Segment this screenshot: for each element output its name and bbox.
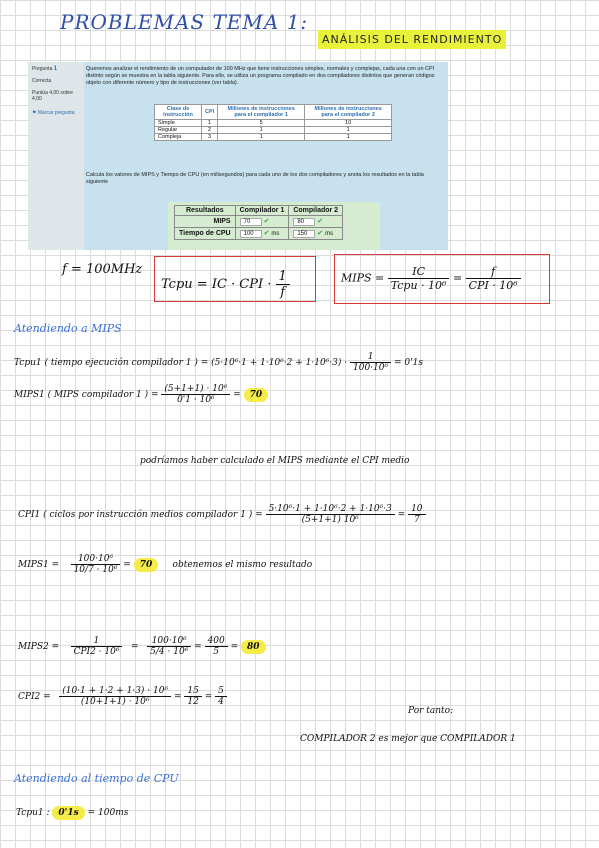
- table-header: Clase de instrucción: [155, 105, 202, 120]
- formula-text: IC · CPI ·: [211, 277, 272, 292]
- fraction-num: 5·10⁶·1 + 1·10⁶·2 + 1·10⁶·3: [266, 504, 395, 515]
- table-cell: 3: [202, 134, 218, 141]
- cpu-label: Tiempo de CPU: [175, 228, 236, 240]
- mips-row: [175, 216, 343, 228]
- results-header: Compilador 2: [289, 206, 343, 216]
- results-header: Compilador 1: [235, 206, 289, 216]
- fraction-den: 7: [413, 515, 420, 525]
- formula-text: MIPS =: [341, 271, 385, 285]
- cpu-c1-input[interactable]: 100: [240, 230, 262, 238]
- tcpu-formula-box: [154, 256, 316, 302]
- formula-text: MIPS1 =: [18, 560, 60, 570]
- fraction-num: f: [466, 265, 521, 279]
- fraction-den: Tcpu · 10⁶: [390, 279, 447, 292]
- highlighted-result: 80: [241, 640, 266, 654]
- formula-text: MIPS1 ( MIPS compilador 1 ) =: [14, 390, 159, 400]
- tcpu1-line: [14, 352, 423, 373]
- highlighted-result: 70: [134, 558, 159, 572]
- fraction-den: 5: [213, 647, 220, 657]
- table-cell: 10: [305, 120, 392, 127]
- mips-label: MIPS: [175, 216, 236, 228]
- instruction-table: [154, 104, 392, 141]
- note-cpi-medio: podríamos haber calculado el MIPS mediante el CPI medio: [140, 456, 410, 466]
- formula-text: Tcpu1 :: [16, 808, 50, 818]
- table-cell: 1: [305, 134, 392, 141]
- fraction-den: f: [280, 285, 286, 300]
- fraction-num: IC: [388, 265, 450, 279]
- table-header: Millones de instrucciones para el compilador 2: [305, 105, 392, 120]
- table-cell: 1: [218, 127, 305, 134]
- table-cell: Simple: [155, 120, 202, 127]
- table-header: Millones de instrucciones para el compilador 1: [218, 105, 305, 120]
- results-box: [168, 202, 380, 250]
- mips-c1-input[interactable]: 70: [240, 218, 262, 226]
- section-heading-cpu: Atendiendo al tiempo de CPU: [14, 772, 179, 785]
- formula-text: =: [452, 271, 463, 285]
- table-cell: 1: [305, 127, 392, 134]
- formula-result: = 0'1s: [393, 358, 423, 368]
- table-cell: Compleja: [155, 134, 202, 141]
- fraction-num: 1: [350, 352, 391, 363]
- table-header: CPI: [202, 105, 218, 120]
- cpi2-line: CPI2 = $\frac{\text{(10·1 + 1·2 + 1·3) · 10⁶}}{\text{(10+1+1) · 10⁶}}$ = $\frac{15}{12}$ = $\frac{5}{4}$: [18, 686, 227, 707]
- table-cell: Regular: [155, 127, 202, 134]
- question-score: Puntúa 4,00 sobre 4,00: [32, 90, 73, 102]
- fraction-den: CPI2 · 10⁶: [73, 647, 120, 657]
- table-cell: 5: [218, 120, 305, 127]
- cpi1-line: CPI1 ( ciclos por instrucción medios compilador 1 ) = $\frac{\text{5·10⁶·1 + 1·10⁶·2 + 1·10⁶·3}}{\text{(5+1+1) 10⁶}}$ = $\frac{10}{7}$: [18, 504, 426, 525]
- fraction-num: (5+1+1) · 10⁶: [161, 384, 230, 395]
- fraction-num: 15: [184, 686, 201, 697]
- cpu-c2-input[interactable]: 150: [293, 230, 315, 238]
- fraction-den: 4: [218, 697, 224, 707]
- task-statement: Calcula los valores de MIPS y Tiempo de CPU (en milisegundos) para cada uno de los dos compiladores y anota los resultados en la tabla siguiente: [86, 172, 424, 185]
- fraction-num: 100·10⁶: [147, 636, 191, 647]
- table-row: [155, 120, 392, 127]
- formula-text: Tcpu =: [161, 277, 208, 292]
- fraction-num: 400: [205, 636, 228, 647]
- formula-text: CPI1 ( ciclos por instrucción medios compilador 1 ) =: [18, 510, 263, 520]
- mips1b-line: MIPS1 = $\frac{\text{100·10⁶}}{\text{10/7 · 10⁶}}$ = 70 obtenemos el mismo resultado: [18, 554, 313, 575]
- fraction-den: (5+1+1) 10⁶: [301, 515, 359, 525]
- question-status: Correcta: [32, 78, 52, 84]
- question-sidebar: [28, 62, 84, 250]
- flag-label: Marcar pregunta: [37, 110, 75, 116]
- fraction-num: 1: [71, 636, 123, 647]
- cpu-row: [175, 228, 343, 240]
- fraction-den: (10+1+1) · 10⁶: [80, 697, 150, 707]
- fraction-num: 100·10⁶: [71, 554, 121, 565]
- question-label: Pregunta: [32, 66, 53, 72]
- section-heading-mips: Atendiendo a MIPS: [14, 322, 122, 335]
- mips1-line: MIPS1 ( MIPS compilador 1 ) = $\frac{\text{(5+1+1) · 10⁶}}{\text{0'1 · 10⁶}}$ = 70: [14, 384, 268, 405]
- check-icon: ✔: [263, 218, 270, 225]
- unit-label: ms: [325, 231, 334, 237]
- check-icon: ✔: [317, 230, 324, 237]
- conclusion-lead: Por tanto:: [408, 706, 454, 716]
- table-cell: 1: [218, 134, 305, 141]
- fraction-den: 12: [187, 697, 199, 707]
- fraction-den: CPI · 10⁶: [468, 279, 518, 292]
- formula-text: (5·10⁶·1 + 1·10⁶·2 + 1·10⁶·3) ·: [211, 358, 348, 368]
- table-row: [155, 127, 392, 134]
- flag-question-link[interactable]: [32, 110, 80, 116]
- fraction-den: 10/7 · 10⁶: [73, 565, 118, 575]
- fraction-num: 1: [276, 269, 290, 285]
- formula-text: Tcpu1 ( tiempo ejecución compilador 1 ) =: [14, 358, 209, 368]
- tcpu1b-line: [16, 808, 128, 818]
- table-cell: 2: [202, 127, 218, 134]
- note-same-result: obtenemos el mismo resultado: [172, 560, 313, 570]
- results-table: [174, 205, 343, 240]
- question-statement: Queremos analizar el rendimiento de un computador de 100 MHz que tiene instrucciones simples, normales y complejas, cada una con un CPI distinto según se muestra en la tabla siguiente. Para ello, se utiliza un programa compilado en dos compiladores distintos que generan códigos objeto con diferente número y tipo de instrucciones (ver tabla).: [86, 66, 435, 86]
- fraction-den: 5/4 · 10⁶: [150, 647, 189, 657]
- question-panel: [28, 62, 448, 250]
- check-icon: ✔: [263, 230, 270, 237]
- fraction-num: 5: [215, 686, 227, 697]
- frequency-note: f = 100MHz: [62, 262, 143, 277]
- results-header: Resultados: [175, 206, 236, 216]
- fraction-num: (10·1 + 1·2 + 1·3) · 10⁶: [59, 686, 171, 697]
- check-icon: ✔: [317, 218, 324, 225]
- mips2-line: MIPS2 = $\frac{1}{\text{CPI2 · 10⁶}}$ = $\frac{\text{100·10⁶}}{\text{5/4 · 10⁶}}$ = $\frac{400}{5}$ = 80: [18, 636, 266, 657]
- formula-text: MIPS2 =: [18, 642, 60, 652]
- conclusion-text: COMPILADOR 2 es mejor que COMPILADOR 1: [300, 734, 516, 744]
- table-row: [155, 134, 392, 141]
- question-number: 1: [53, 66, 58, 72]
- flag-icon: ⚑: [32, 110, 37, 116]
- fraction-num: 10: [408, 504, 425, 515]
- table-cell: 1: [202, 120, 218, 127]
- fraction-den: 0'1 · 10⁶: [177, 395, 215, 405]
- unit-label: ms: [271, 231, 280, 237]
- page-subtitle: ANÁLISIS DEL RENDIMIENTO: [318, 30, 506, 49]
- mips-c2-input[interactable]: 80: [293, 218, 315, 226]
- mips-formula-box: [334, 254, 550, 304]
- highlighted-result: 70: [244, 388, 269, 402]
- highlighted-result: 0'1s: [52, 806, 84, 820]
- formula-result: = 100ms: [87, 808, 129, 818]
- fraction-den: 100·10⁶: [353, 363, 389, 373]
- page-title: PROBLEMAS TEMA 1:: [60, 10, 309, 34]
- formula-text: CPI2 =: [18, 692, 51, 702]
